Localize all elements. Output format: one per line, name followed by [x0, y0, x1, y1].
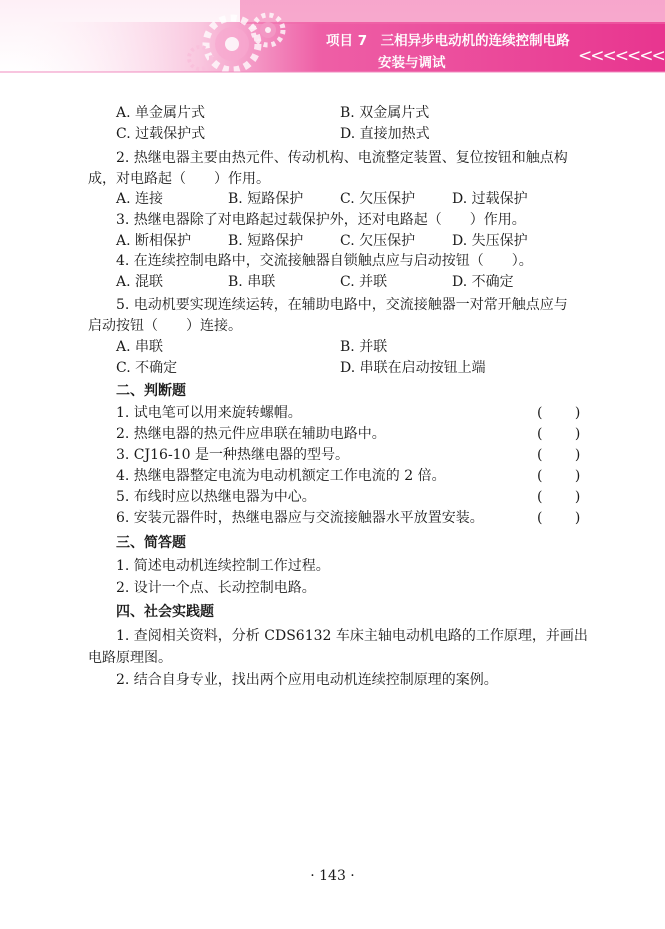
- q4-option-c: C. 并联: [340, 274, 388, 290]
- practice-item-2: 2. 结合自身专业，找出两个应用电动机连续控制原理的案例。: [116, 672, 498, 688]
- judge-item-5: 5. 布线时应以热继电器为中心。: [116, 489, 316, 505]
- q3-option-a: A. 断相保护: [116, 233, 192, 249]
- q2-line1: 2. 热继电器主要由热元件、传动机构、电流整定装置、复位按钮和触点构: [116, 150, 568, 166]
- header-title-line2: 安装与调试: [378, 55, 446, 71]
- section-3-title: 三、简答题: [116, 535, 186, 551]
- page-number: · 143 ·: [310, 868, 355, 884]
- judge-item-1: 1. 试电笔可以用来旋转螺帽。: [116, 405, 302, 421]
- judge-paren-6: ( ): [537, 510, 581, 526]
- short-answer-item-1: 1. 简述电动机连续控制工作过程。: [116, 558, 330, 574]
- q1-option-b: B. 双金属片式: [340, 105, 430, 121]
- q2-option-c: C. 欠压保护: [340, 191, 416, 207]
- q2-line2: 成，对电路起（ ）作用。: [88, 171, 270, 187]
- judge-paren-3: ( ): [537, 447, 581, 463]
- q1-option-a: A. 单金属片式: [116, 105, 206, 121]
- header-title: [326, 30, 586, 74]
- judge-item-2: 2. 热继电器的热元件应串联在辅助电路中。: [116, 426, 386, 442]
- q2-option-b: B. 短路保护: [228, 191, 304, 207]
- judge-paren-1: ( ): [537, 405, 581, 421]
- short-answer-item-2: 2. 设计一个点、长动控制电路。: [116, 580, 316, 596]
- q3-option-d: D. 失压保护: [452, 233, 528, 249]
- section-2-title: 二、判断题: [116, 383, 186, 399]
- q3-line1: 3. 热继电器除了对电路起过载保护外，还对电路起（ ）作用。: [116, 212, 526, 228]
- q4-option-b: B. 串联: [228, 274, 276, 290]
- judge-item-4: 4. 热继电器整定电流为电动机额定工作电流的 2 倍。: [116, 468, 446, 484]
- judge-item-6: 6. 安装元器件时，热继电器应与交流接触器水平放置安装。: [116, 510, 484, 526]
- section-4-title: 四、社会实践题: [116, 604, 214, 620]
- page-header: [0, 0, 665, 78]
- q3-option-b: B. 短路保护: [228, 233, 304, 249]
- practice-item-1-line1: 1. 查阅相关资料，分析 CDS6132 车床主轴电动机电路的工作原理，并画出: [116, 628, 588, 644]
- chevrons-icon: <<<<<<<: [578, 46, 664, 66]
- q5-option-d: D. 串联在启动按钮上端: [340, 360, 486, 376]
- q5-option-c: C. 不确定: [116, 360, 178, 376]
- q5-option-a: A. 串联: [116, 339, 164, 355]
- q1-option-d: D. 直接加热式: [340, 126, 430, 142]
- practice-item-1-line2: 电路原理图。: [88, 650, 172, 666]
- judge-paren-5: ( ): [537, 489, 581, 505]
- q2-option-d: D. 过载保护: [452, 191, 528, 207]
- judge-paren-4: ( ): [537, 468, 581, 484]
- q3-option-c: C. 欠压保护: [340, 233, 416, 249]
- judge-paren-2: ( ): [537, 426, 581, 442]
- q4-option-d: D. 不确定: [452, 274, 514, 290]
- q5-line1: 5. 电动机要实现连续运转，在辅助电路中，交流接触器一对常开触点应与: [116, 297, 568, 313]
- q2-option-a: A. 连接: [116, 191, 164, 207]
- q1-option-c: C. 过载保护式: [116, 126, 206, 142]
- header-title-line1: 项目 7 三相异步电动机的连续控制电路: [326, 33, 570, 49]
- q4-line1: 4. 在连续控制电路中，交流接触器自锁触点应与启动按钮（ ）。: [116, 253, 533, 269]
- q5-option-b: B. 并联: [340, 339, 388, 355]
- q5-line2: 启动按钮（ ）连接。: [88, 318, 242, 334]
- q4-option-a: A. 混联: [116, 274, 164, 290]
- judge-item-3: 3. CJ16-10 是一种热继电器的型号。: [116, 447, 349, 463]
